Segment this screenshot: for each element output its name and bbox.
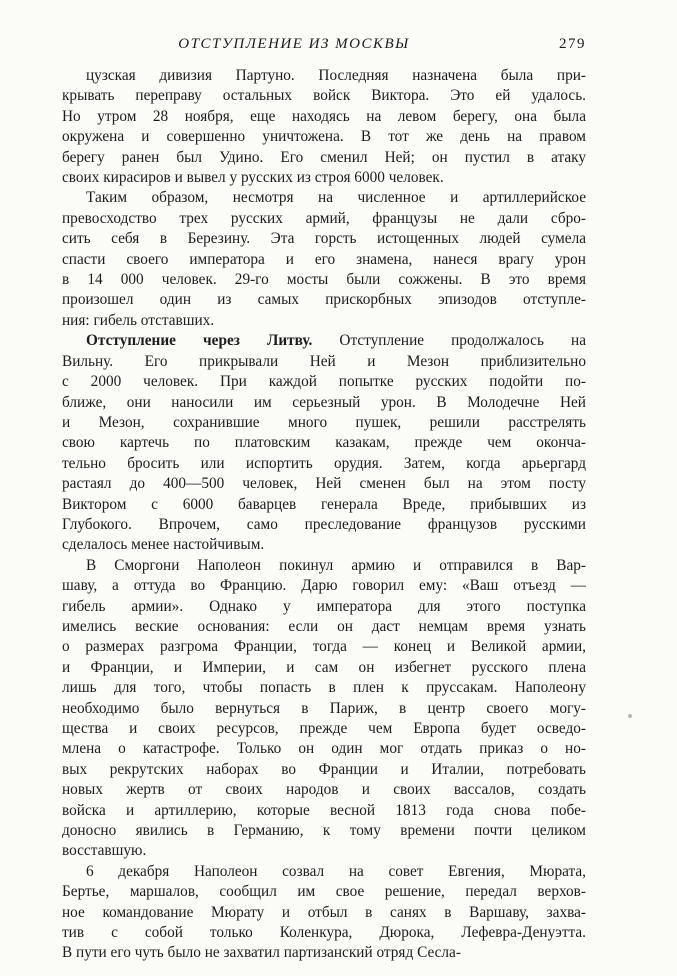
paper-spot [628, 714, 632, 718]
text-line: сделалось менее настойчивым. [62, 536, 265, 554]
text-line: доносно явились в Германию, к тому времени почти целиком [62, 822, 586, 840]
body-text [62, 66, 586, 964]
text-line: с 2000 человек. При каждой попытке русских подойти по- [62, 373, 586, 391]
chapter-title: ОТСТУПЛЕНИЕ ИЗ МОСКВЫ [178, 36, 410, 52]
text-line: и Мезон, сохранившие много пушек, решили расстрелять [62, 413, 586, 431]
book-page [62, 36, 586, 964]
text-line: своих кирасиров и вывел у русских из строя 6000 человек. [62, 169, 444, 187]
text-line: Глубокого. Впрочем, само преследование французов русскими [62, 515, 586, 533]
text-line: гибель армии». Однако у императора для этого поступка [62, 597, 586, 615]
text-line: спасти своего императора и его знамена, нанеся врагу урон [62, 250, 586, 268]
text-line: необходимо было вернуться в Париж, в центр своего могу- [62, 699, 586, 717]
text-line: в 14 000 человек. 29-го мосты были сожжены. В это время [62, 271, 586, 289]
page-number: 279 [559, 36, 586, 52]
text-line: вых рекрутских наборах во Франции и Италии, потребовать [62, 760, 586, 778]
text-line: В Сморгони Наполеон покинул армию и отправился в Вар- [86, 556, 586, 574]
text-line-content: Отступление продолжалось на [312, 332, 586, 350]
text-line: лишь для того, чтобы попасть в плен к пруссакам. Наполеону [62, 679, 586, 697]
text-line: произошел один из самых прискорбных эпизодов отступле- [62, 291, 586, 309]
text-line: новых жертв от своих народов и своих вассалов, создать [62, 781, 586, 799]
running-header [62, 36, 586, 66]
text-line: войска и артиллерию, которые весной 1813 года снова побе- [62, 801, 586, 819]
text-line: берегу ранен был Удино. Его сменил Ней; он пустил в атаку [62, 148, 586, 166]
text-line: тельно бросить или испортить орудия. Затем, когда арьергард [62, 454, 586, 472]
text-line: В пути его чуть было не захватил партизанский отряд Сесла- [62, 944, 461, 962]
text-line: Вильну. Его прикрывали Ней и Мезон приблизительно [62, 352, 586, 370]
text-line: восставшую. [62, 842, 147, 860]
text-line: цузская дивизия Партуно. Последняя назначена была при- [86, 67, 586, 84]
text-line: тив с собой только Коленкура, Дюрока, Лефевра-Денуэтта. [62, 924, 586, 942]
text-line: Таким образом, несмотря на численное и артиллерийское [86, 189, 586, 207]
paragraph [62, 331, 586, 555]
paragraph [62, 66, 586, 188]
text-line: растаял до 400—500 человек, Ней сменен был на этом посту [62, 475, 586, 493]
text-line: ближе, они наносили им серьезный урон. В Молодечне Ней [62, 393, 586, 411]
text-line: щества и своих ресурсов, прежде чем Европа будет осведо- [62, 720, 586, 737]
paragraph [62, 556, 586, 862]
text-line: шаву, а оттуда во Францию. Дарю говорил ему: «Ваш отъезд — [62, 577, 586, 595]
text-line: 6 декабря Наполеон созвал на совет Евгения, Мюрата, [86, 862, 586, 880]
text-line: и Франции, и Империи, и сам он избегнет русского плена [62, 658, 586, 676]
text-line: ния: гибель отставших. [62, 311, 215, 329]
text-line: сить себя в Березину. Эта горсть истощенных людей сумела [62, 230, 586, 248]
paragraph [62, 188, 586, 331]
text-line: превосходство трех русских армий, французы не дали сбро- [62, 209, 586, 227]
text-line: Бертье, маршалов, сообщил им свое решение, передал верхов- [62, 883, 586, 901]
text-line: ное командование Мюрату и отбыл в санях в Варшаву, захва- [62, 903, 586, 921]
text-line: имелись веские основания: если он даст немцам время узнать [62, 617, 586, 635]
text-line [62, 331, 586, 351]
text-line: крывать переправу остальных войск Виктора. Это ей удалось. [62, 87, 586, 105]
text-line: Но утром 28 ноября, еще находясь на левом берегу, она была [62, 107, 586, 125]
text-line: окружена и совершенно уничтожена. В тот же день на правом [62, 128, 586, 146]
text-line: млена о катастрофе. Только он один мог отдать приказ о но- [62, 740, 586, 758]
text-line: свою картечь по платовским казакам, прежде чем оконча- [62, 434, 586, 452]
text-line: о размерах разгрома Франции, тогда — конец и Великой армии, [62, 638, 586, 656]
paragraph [62, 862, 586, 964]
section-heading: Отступление через Литву. [86, 332, 313, 350]
text-line: Виктором с 6000 баварцев генерала Вреде, прибывших из [62, 495, 586, 513]
